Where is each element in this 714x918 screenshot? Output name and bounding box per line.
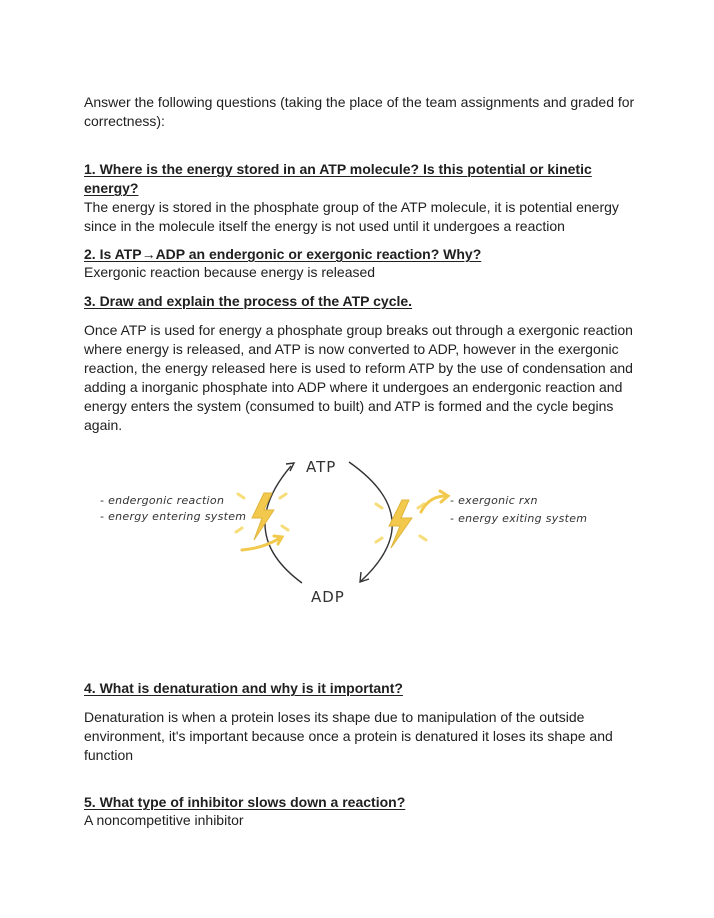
answer-1: The energy is stored in the phosphate group of the ATP molecule, it is potential energy since in the molecule itself the energy is not used until it undergoes a reaction — [84, 199, 619, 234]
left-cycle-arc — [265, 466, 302, 583]
right-cycle-arc — [349, 462, 392, 581]
question-1: 1. Where is the energy stored in an ATP molecule? Is this potential or kinetic energy? — [84, 161, 592, 196]
left-note-1: - endergonic reaction — [100, 494, 225, 507]
left-note-2: - energy entering system — [100, 510, 247, 523]
answer-3: Once ATP is used for energy a phosphate group breaks out through a exergonic reaction where energy is released, and ATP is now converted to ADP, however in the exergonic reaction, the energy released here is used to reform ATP by the use of condensation and adding a inorganic phosphate into ADP where it undergoes an endergonic reaction and energy enters the system (consumed to built) and ATP is formed and the cycle begins again. — [84, 322, 633, 433]
question-2: 2. Is ATP→ADP an endergonic or exergonic reaction? Why? — [84, 246, 482, 262]
right-lightning-icon — [376, 491, 448, 548]
adp-label: ADP — [311, 588, 345, 606]
right-note-1: - exergonic rxn — [450, 494, 538, 507]
right-note-2: - energy exiting system — [450, 512, 588, 525]
answer-4: Denaturation is when a protein loses its shape due to manipulation of the outside environment, it's important because once a protein is denatured it loses its shape and function — [84, 709, 613, 763]
question-4: 4. What is denaturation and why is it important? — [84, 680, 403, 696]
answer-5: A noncompetitive inhibitor — [84, 812, 244, 828]
atp-label: ATP — [306, 458, 337, 476]
answer-2: Exergonic reaction because energy is released — [84, 264, 376, 280]
question-3: 3. Draw and explain the process of the ATP cycle. — [84, 293, 413, 309]
intro-text: Answer the following questions (taking the place of the team assignments and graded for correctness): — [84, 94, 635, 129]
atp-cycle-diagram — [84, 448, 644, 616]
question-5: 5. What type of inhibitor slows down a reaction? — [84, 794, 406, 810]
